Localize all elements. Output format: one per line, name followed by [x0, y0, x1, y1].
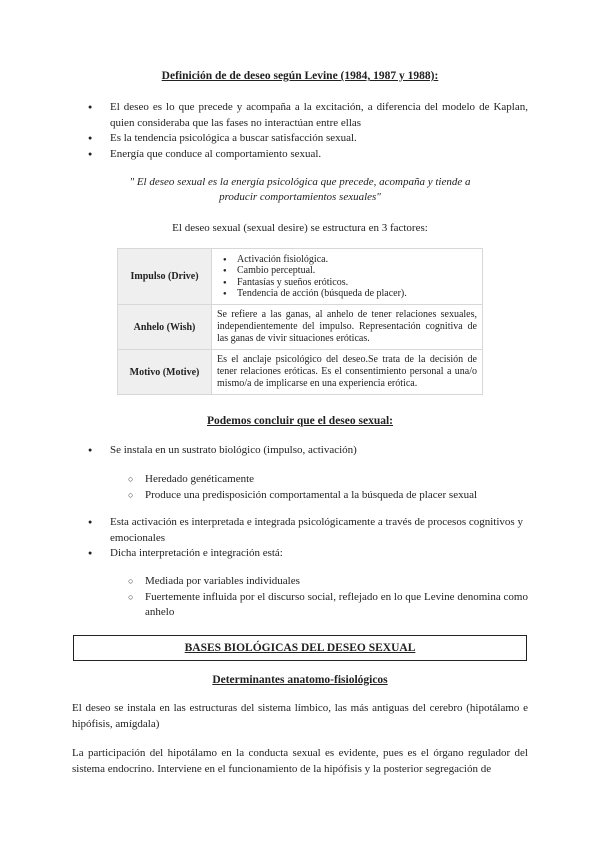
table-value-impulso [212, 249, 483, 305]
list-item: ● Energía que conduce al comportamiento sexual. [83, 147, 528, 163]
paragraph-1: El deseo se instala en las estructuras del sistema límbico, las más antiguas del cerebro (hipotálamo e hipófisis, amígdala) [72, 702, 528, 730]
definition-heading: Definición de de deseo según Levine (1984, 1987 y 1988): [161, 70, 439, 82]
table-row [118, 249, 483, 305]
list-item: ● Dicha interpretación e integración está: [83, 546, 528, 562]
table-key-motivo: Motivo (Motive) [118, 350, 212, 395]
levine-quote: " El deseo sexual es la energía psicológica que precede, acompaña y tiende a producir comportamientos sexuales" [129, 176, 471, 203]
table-value-motivo: Es el anclaje psicológico del deseo.Se trata de la decisión de tener relaciones eróticas. Es el consentimiento personal a una/o mismo/a de implicarse en una experiencia erótica. [212, 350, 483, 395]
structure-intro: El deseo sexual (sexual desire) se estructura en 3 factores: [172, 222, 428, 234]
list-item: ○ Mediada por variables individuales [128, 574, 528, 590]
conclusion-sublist-2 [128, 574, 528, 621]
conclusion-heading: Podemos concluir que el deseo sexual: [206, 415, 394, 427]
list-item: ○ Heredado genéticamente [128, 472, 528, 488]
conclusion-list-2 [83, 515, 528, 562]
conclusion-sublist-1 [128, 472, 528, 503]
list-item: ● El deseo es lo que precede y acompaña a la excitación, a diferencia del modelo de Kaplan, quien consideraba que las fases no interactúan entre ellas [83, 100, 528, 131]
subheading: Determinantes anatomo-fisiológicos [212, 674, 388, 686]
list-item: ● Fantasías y sueños eróticos. [217, 277, 477, 289]
table-value-anhelo: Se refiere a las ganas, al anhelo de tener relaciones sexuales, independientemente del impulso. Representación cognitiva de las ganas de vivir situaciones eróticas. [212, 305, 483, 350]
list-item: ○ Produce una predisposición comportamental a la búsqueda de placer sexual [128, 488, 528, 504]
list-item: ● Tendencia de acción (búsqueda de placer). [217, 288, 477, 300]
list-item: ● Esta activación es interpretada e integrada psicológicamente a través de procesos cognitivos y emocionales [83, 515, 528, 546]
table-key-impulso: Impulso (Drive) [118, 249, 212, 305]
section-heading-box: BASES BIOLÓGICAS DEL DESEO SEXUAL [73, 635, 527, 661]
factors-table [117, 248, 483, 395]
list-item: ○ Fuertemente influida por el discurso social, reflejado en lo que Levine denomina como anhelo [128, 590, 528, 621]
conclusion-list-1 [83, 443, 528, 459]
paragraph-2: La participación del hipotálamo en la conducta sexual es evidente, pues es el órgano regulador del sistema endocrino. Interviene en el funcionamiento de la hipófisis y la posterior segregación de [72, 747, 528, 775]
list-item: ● Se instala en un sustrato biológico (impulso, activación) [83, 443, 528, 459]
list-item: ● Activación fisiológica. [217, 254, 477, 266]
list-item: ● Es la tendencia psicológica a buscar satisfacción sexual. [83, 131, 528, 147]
definition-list [83, 100, 528, 162]
table-key-anhelo: Anhelo (Wish) [118, 305, 212, 350]
table-row [118, 305, 483, 350]
table-row [118, 350, 483, 395]
list-item: ● Cambio perceptual. [217, 265, 477, 277]
